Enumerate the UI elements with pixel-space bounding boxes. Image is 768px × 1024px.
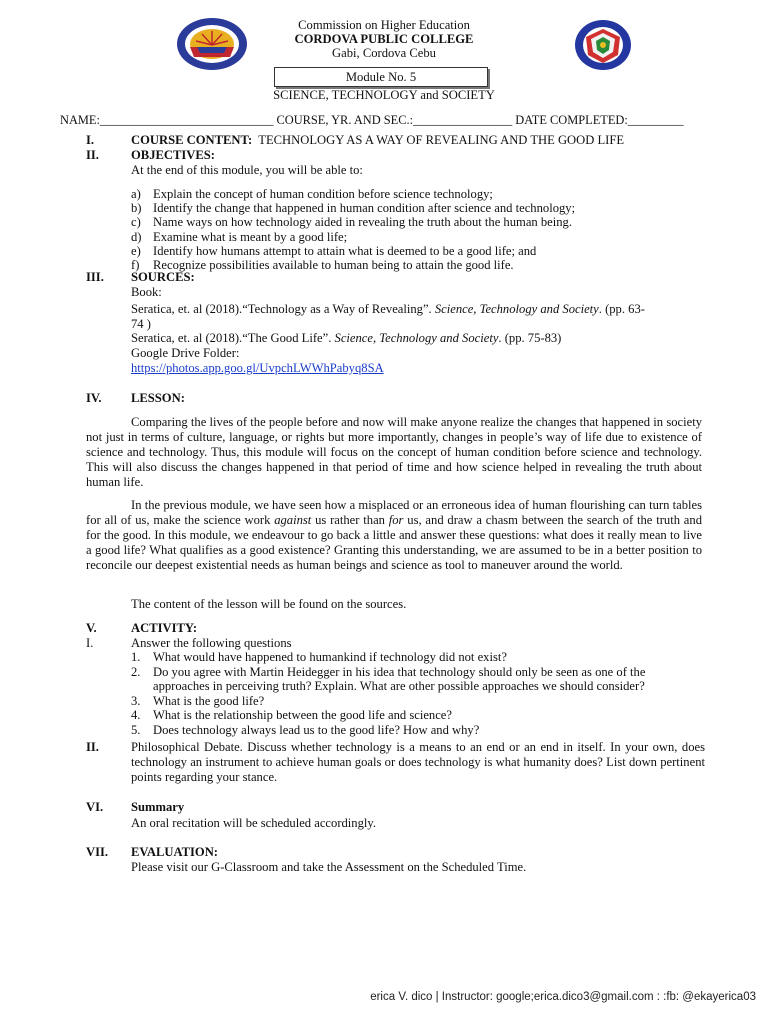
section-1-number: I. [86,133,95,147]
objective-marker: d) [131,229,142,244]
activity-heading: ACTIVITY: [131,621,198,635]
objective-text: Identify how humans attempt to attain what is deemed to be a good life; and [153,243,537,258]
subject-title: SCIENCE, TECHNOLOGY and SOCIETY [273,88,495,102]
college-name: CORDOVA PUBLIC COLLEGE [294,32,474,46]
activity-part-2-number: II. [86,740,99,754]
cordova-public-college-seal-icon [574,19,632,71]
activity-part-2-text: Philosophical Debate. Discuss whether technology is a means to an end or an end in itself. In your own, does technology an instrument to achieve human goals or does technology is what humanity does? List down pertinent points regarding your stance. [131,740,705,784]
objective-text: Recognize possibilities available to human being to attain the good life. [153,258,514,272]
question-marker: 1. [131,650,141,664]
summary-heading: Summary [131,800,185,814]
activity-part-1-number: I. [86,636,94,650]
reference-2: Seratica, et. al (2018).“The Good Life”. Science, Technology and Society. (pp. 75-83) [131,331,562,345]
section-4-number: IV. [86,391,102,405]
commission-line: Commission on Higher Education [298,18,470,32]
book-label: Book: [131,285,162,299]
college-address: Gabi, Cordova Cebu [332,46,436,60]
name-course-date-line: NAME:____________________________ COURSE, YR. AND SEC.:________________ DATE COMPLETED:_________ [60,113,684,127]
objective-text: Explain the concept of human condition before science technology; [153,187,493,201]
question-marker: 2. [131,664,141,679]
question-text: Do you agree with Martin Heidegger in his idea that technology should only be seen as one of the [153,664,646,679]
objective-text: Examine what is meant by a good life; [153,229,348,244]
question-text: What would have happened to humankind if technology did not exist? [153,650,507,664]
drive-folder-link[interactable]: https://photos.app.goo.gl/UvpchLWWhPabyq8SA [131,361,384,375]
course-content-text: TECHNOLOGY AS A WAY OF REVEALING AND THE GOOD LIFE [258,133,625,147]
sources-heading: SOURCES: [131,270,195,284]
lesson-paragraph-3: The content of the lesson will be found on the sources. [131,597,407,611]
section-3-number: III. [86,270,104,284]
objective-text: Identify the change that happened in human condition after science and technology; [153,201,576,216]
objective-marker: b) [131,201,142,216]
summary-text: An oral recitation will be scheduled accordingly. [131,816,377,830]
lesson-paragraph-1: Comparing the lives of the people before and now will make anyone realize the changes that happened in society not just in terms of culture, language, or rights but more importantly, changes in people’s way of life due to existence of science and technology. Thus, this module will focus on the concept of human condition before science and technology. This will also discuss the changes happened in that period of time and how science helped in revealing the truth about human life. [86,415,702,489]
question-text: What is the relationship between the good life and science? [153,708,452,722]
objectives-heading: OBJECTIVES: [131,148,215,162]
drive-folder-label: Google Drive Folder: [131,346,240,360]
section-5-number: V. [86,621,97,635]
evaluation-text: Please visit our G-Classroom and take the Assessment on the Scheduled Time. [131,860,527,874]
objective-marker: c) [131,215,141,230]
objectives-intro: At the end of this module, you will be able to: [131,163,363,177]
reference-1: Seratica, et. al (2018).“Technology as a Way of Revealing”. Science, Technology and Society. (pp. 63- [131,302,645,316]
objective-text: Name ways on how technology aided in revealing the truth about the human being. [153,215,572,230]
lesson-heading: LESSON: [131,391,185,405]
course-content-row [131,133,624,148]
section-6-number: VI. [86,800,104,814]
question-marker: 3. [131,693,141,708]
question-marker: 5. [131,722,141,737]
activity-part-1-text: Answer the following questions [131,636,292,650]
objective-marker: f) [131,258,140,272]
question-text: What is the good life? [153,693,265,708]
objective-marker: a) [131,187,141,201]
question-marker: 4. [131,708,141,722]
course-content-heading: COURSE CONTENT: [131,133,253,147]
reference-1-pages: 74 ) [131,317,151,331]
lesson-paragraph-2: In the previous module, we have seen how a misplaced or an erroneous idea of human flourishing can turn tables for all of us, make the science work against us rather than for us, and draw a chasm between the search of the truth and for the good. In this module, we endeavour to go back a little and answer these questions: what does it really mean to live a good life? What qualifies as a good existence? Granting this understanding, we are assumed to be in a better position to reconcile our deepest existential needs as human beings and science as tool to maneuver around the world. [86,498,702,572]
module-number: Module No. 5 [274,67,488,87]
page-footer: erica V. dico | Instructor: google;erica.dico3@gmail.com : :fb: @ekayerica03 [370,991,756,1003]
objective-marker: e) [131,243,141,258]
section-7-number: VII. [86,845,109,859]
question-text: Does technology always lead us to the good life? How and why? [153,722,480,737]
question-text: approaches in perceiving truth? Explain. What are other possible approaches we should consider? [153,679,645,693]
evaluation-heading: EVALUATION: [131,845,219,859]
section-2-number: II. [86,148,99,162]
